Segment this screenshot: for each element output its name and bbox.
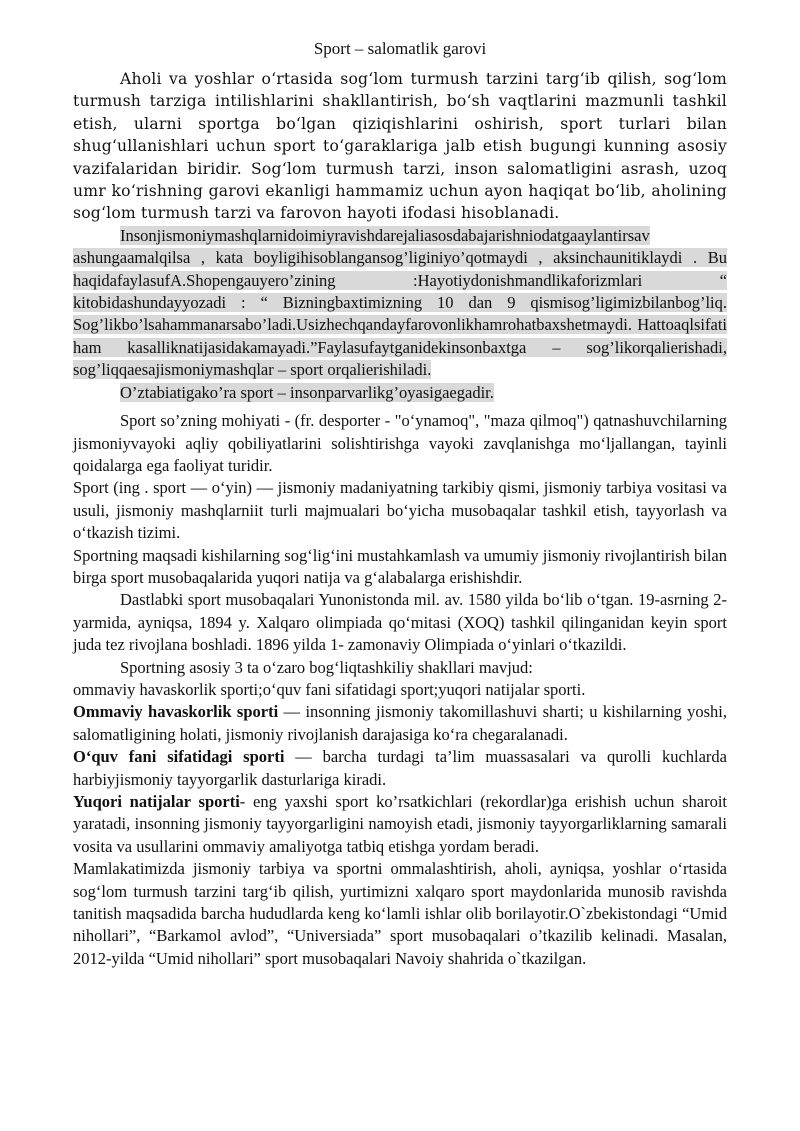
paragraph-education-sport [73, 746, 727, 791]
term-mass-sport: Ommaviy havaskorlik sporti [73, 702, 279, 722]
paragraph-humanism [73, 382, 727, 404]
term-high-results-sport: Yuqori natijalar sporti [73, 792, 240, 811]
document-title: Sport – salomatlik garovi [313, 39, 487, 58]
paragraph-sport-meaning: Sport so’zning mohiyati - (fr. desporter - "o‘ynamoq", "maza qilmoq") qatnashuvchilarning jismoniyvayoki aqliy qobiliyatlarini solishtirishga vayoki zavqlanishga mo‘ljallangan, tayinli qoidalarga ega faoliyat turidir. [73, 411, 727, 475]
highlighted-text-2: O’ztabiatigako’ra sport – insonparvarlikg’oyasigaegadir. [120, 382, 494, 402]
paragraph-highlighted-quote [73, 225, 727, 382]
paragraph-sport-goal: Sportning maqsadi kishilarning sog‘lig‘ini mustahkamlash va umumiy jismoniy rivojlantirish bilan birga sport musobaqalarida yuqori natija va g‘alabalarga erishishdir. [73, 545, 727, 587]
paragraph-sport-history: Dastlabki sport musobaqalari Yunonistonda mil. av. 1580 yilda bo‘lib o‘tgan. 19-asrning 2-yarmida, ayniqsa, 1894 y. Xalqaro olimpiada qo‘mitasi (XOQ) tashkil qilinganidan keyin sport juda tez rivojlana boshladi. 1896 yilda 1- zamonaviy Olimpiada o‘yinlari o‘tkazildi. [73, 590, 727, 655]
highlighted-text: Insonjismoniymashqlarnidoimiyravishdarejaliasosdabajarishniodatgaaylantirsav ashungaamalqilsa , kata boyligihisoblangansog’liginiyo’qotmaydi , aksinchaunitiklaydi . Bu haqidafaylasufA.Shopengauyero’zining :Hayotiydonishmandlikaforizmlari “ kitobidashundayyozadi : “ Bizningbaxtimizning 10 dan 9 qismisog’ligimizbilanbog’liq. Sog’likbo’lsahammanarsabo’ladi.Usizhechqandayfarovonlikhamrohatbaxshetmaydi. Hattoaqlsifati ham kasalliknatijasidakamayadi.”Faylasufaytganidekinsonbaxtga – sog’likorqalierishadi, sog’liqqaesajismoniymashqlar – sport orqalierishiladi. [73, 225, 727, 380]
definition-high-results-sport: - eng yaxshi sport ko’rsatkichlari (rekordlar)ga erishish uchun sharoit yaratadi, insonning jismoniy tayyorgarligini namoyish etadi, jismoniy tayyorgarliklarning samarali vosita va usullarini ommaviy amaliyotga tatbiq etishga yordam beradi. [73, 792, 727, 856]
paragraph-high-results-sport [73, 791, 727, 858]
paragraph-mass-sport [73, 701, 727, 746]
document-page [73, 38, 727, 970]
paragraph-intro: Aholi va yoshlar o‘rtasida sog‘lom turmush tarzini targ‘ib qilish, sog‘lom turmush tarziga intilishlarini shakllantirish, bo‘sh vaqtlarini mazmunli tashkil etish, ularni sportga bo‘lgan qiziqishlarini oshirish, sport turlari bilan shug‘ullanishlari uchun sport to‘garaklariga jalb etish bugungi kunning asosiy vazifalaridan biridir. Sog‘lom turmush tarzi, inson salomatligini asrash, uzoq umr ko‘rishning garovi ekanligi hammamiz uchun ayon haqiqat bo‘lib, aholining sog‘lom turmush tarzi va farovon hayoti ifodasi hisoblanadi. [73, 70, 727, 223]
paragraph-sport-forms-list: ommaviy havaskorlik sporti;o‘quv fani sifatidagi sport;yuqori natijalar sporti. [73, 679, 586, 699]
paragraph-sport-definition: Sport (ing . sport — o‘yin) — jismoniy madaniyatning tarkibiy qismi, jismoniy tarbiya vositasi va usuli, jismoniy mashqlarniit turli majmualari bo‘yicha musobaqalar tashkil etish, tayyorlash va o‘tkazish tizimi. [73, 478, 727, 543]
definition-mass-sport: — insonning jismoniy takomillashuvi sharti; u kishilarning yoshi, salomatligining holati, jismoniy rivojlanish darajasiga ko‘ra chegaralanadi. [73, 702, 727, 744]
definition-education-sport: — barcha turdagi ta’lim muassasalari va qurolli kuchlarda harbiyjismoniy tayyorgarlik dasturlariga kiradi. [73, 747, 727, 789]
paragraph-national-sport: Mamlakatimizda jismoniy tarbiya va sportni ommalashtirish, aholi, ayniqsa, yoshlar o‘rtasida sog‘lom turmush tarzini targ‘ib qilish, yurtimizni xalqaro sport maydonlarida munosib ravishda tanitish maqsadida barcha hududlarda keng ko‘lamli ishlar olib borilayotir.O`zbekistondagi “Umid nihollari”, “Barkamol avlod”, “Universiada” sport musobaqalari o’tkazilib kelinadi. Masalan, 2012-yilda “Umid nihollari” sport musobaqalari Navoiy shahrida o`tkazilgan. [73, 859, 727, 968]
paragraph-sport-forms: Sportning asosiy 3 ta o‘zaro bog‘liqtashkiliy shakllari mavjud: [120, 657, 533, 677]
term-education-sport: O‘quv fani sifatidagi sporti [73, 747, 285, 767]
